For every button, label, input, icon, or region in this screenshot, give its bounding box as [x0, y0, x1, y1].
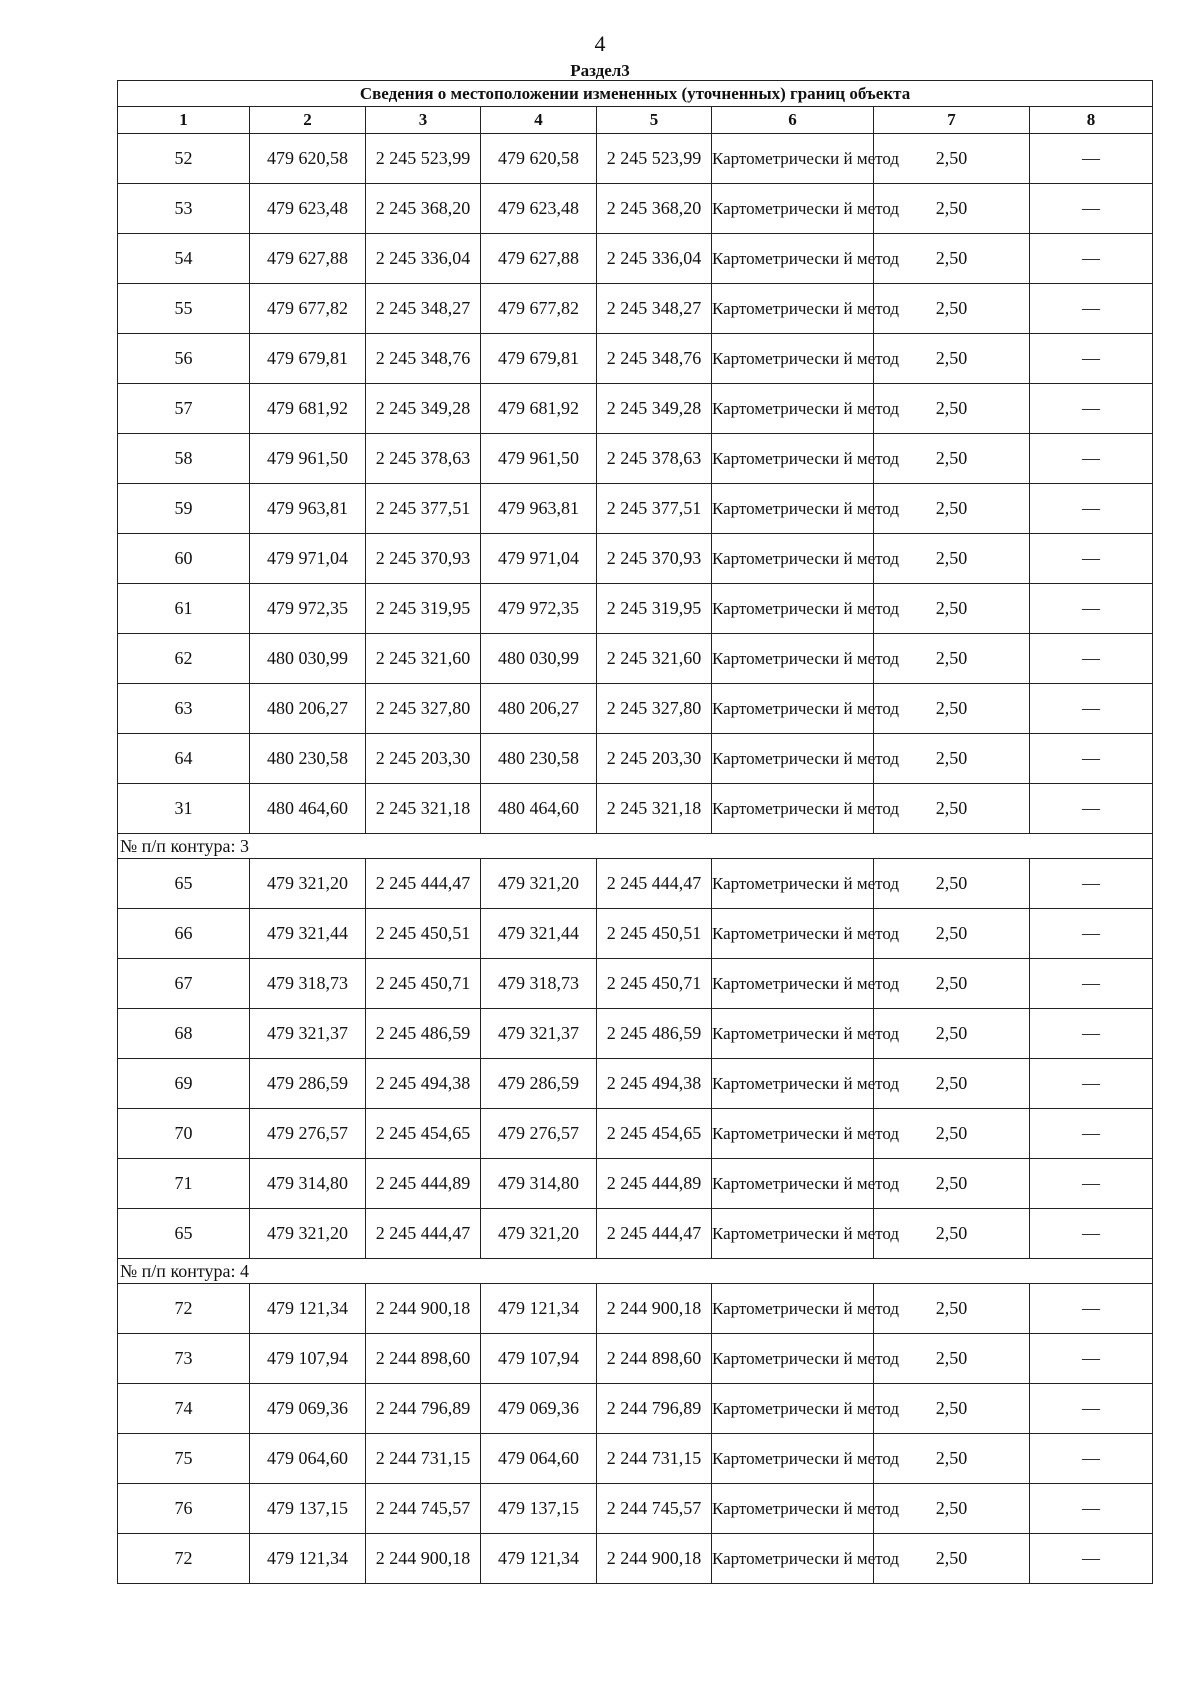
description-cell: —: [1030, 284, 1153, 334]
method-cell: Картометрически й метод: [712, 1334, 874, 1384]
point-number-cell: 52: [118, 134, 250, 184]
x-new-cell: 479 064,60: [481, 1434, 597, 1484]
method-cell: Картометрически й метод: [712, 134, 874, 184]
table-row: [118, 534, 1153, 584]
point-number-cell: 73: [118, 1334, 250, 1384]
description-cell: —: [1030, 434, 1153, 484]
column-header: 6: [712, 107, 874, 134]
table-title: Сведения о местоположении измененных (уточненных) границ объекта: [118, 81, 1153, 107]
y-old-cell: 2 245 321,18: [366, 784, 481, 834]
description-cell: —: [1030, 1484, 1153, 1534]
table-row: [118, 1534, 1153, 1584]
y-new-cell: 2 245 450,51: [597, 909, 712, 959]
y-new-cell: 2 245 368,20: [597, 184, 712, 234]
point-number-cell: 54: [118, 234, 250, 284]
method-cell: Картометрически й метод: [712, 534, 874, 584]
x-old-cell: 479 679,81: [250, 334, 366, 384]
page-number: 4: [594, 31, 606, 56]
method-cell: Картометрически й метод: [712, 1159, 874, 1209]
y-new-cell: 2 245 348,76: [597, 334, 712, 384]
description-cell: —: [1030, 1534, 1153, 1584]
point-number-cell: 68: [118, 1009, 250, 1059]
method-cell: Картометрически й метод: [712, 859, 874, 909]
x-new-cell: 479 627,88: [481, 234, 597, 284]
x-old-cell: 479 137,15: [250, 1484, 366, 1534]
column-header: 1: [118, 107, 250, 134]
accuracy-cell: 2,50: [874, 1484, 1030, 1534]
description-cell: —: [1030, 1384, 1153, 1434]
method-cell: Картометрически й метод: [712, 1284, 874, 1334]
x-new-cell: 479 314,80: [481, 1159, 597, 1209]
table-row: [118, 234, 1153, 284]
x-old-cell: 479 961,50: [250, 434, 366, 484]
table-row: [118, 334, 1153, 384]
x-new-cell: 479 321,37: [481, 1009, 597, 1059]
table-body: [118, 134, 1153, 1584]
y-new-cell: 2 244 900,18: [597, 1534, 712, 1584]
point-number-cell: 63: [118, 684, 250, 734]
accuracy-cell: 2,50: [874, 1284, 1030, 1334]
accuracy-cell: 2,50: [874, 534, 1030, 584]
y-new-cell: 2 245 377,51: [597, 484, 712, 534]
point-number-cell: 65: [118, 859, 250, 909]
x-new-cell: 479 318,73: [481, 959, 597, 1009]
table-row: [118, 484, 1153, 534]
y-old-cell: 2 245 319,95: [366, 584, 481, 634]
table-row: [118, 1284, 1153, 1334]
x-old-cell: 480 030,99: [250, 634, 366, 684]
y-old-cell: 2 245 348,27: [366, 284, 481, 334]
accuracy-cell: 2,50: [874, 1534, 1030, 1584]
point-number-cell: 56: [118, 334, 250, 384]
point-number-cell: 67: [118, 959, 250, 1009]
accuracy-cell: 2,50: [874, 134, 1030, 184]
accuracy-cell: 2,50: [874, 634, 1030, 684]
x-old-cell: 479 963,81: [250, 484, 366, 534]
y-old-cell: 2 244 898,60: [366, 1334, 481, 1384]
x-old-cell: 479 321,20: [250, 859, 366, 909]
accuracy-cell: 2,50: [874, 1209, 1030, 1259]
table-title-row: [118, 81, 1153, 107]
point-number-cell: 59: [118, 484, 250, 534]
contour-label: № п/п контура: 4: [118, 1259, 1153, 1284]
table-row: [118, 959, 1153, 1009]
description-cell: —: [1030, 234, 1153, 284]
y-new-cell: 2 245 203,30: [597, 734, 712, 784]
method-cell: Картометрически й метод: [712, 784, 874, 834]
table-row: [118, 434, 1153, 484]
contour-header-row: [118, 1259, 1153, 1284]
accuracy-cell: 2,50: [874, 384, 1030, 434]
x-new-cell: 479 961,50: [481, 434, 597, 484]
boundary-coordinates-table: [117, 80, 1153, 1584]
point-number-cell: 72: [118, 1534, 250, 1584]
point-number-cell: 60: [118, 534, 250, 584]
description-cell: —: [1030, 859, 1153, 909]
y-old-cell: 2 245 368,20: [366, 184, 481, 234]
y-old-cell: 2 245 444,47: [366, 859, 481, 909]
method-cell: Картометрически й метод: [712, 959, 874, 1009]
accuracy-cell: 2,50: [874, 784, 1030, 834]
table-row: [118, 909, 1153, 959]
accuracy-cell: 2,50: [874, 1434, 1030, 1484]
point-number-cell: 66: [118, 909, 250, 959]
description-cell: —: [1030, 1059, 1153, 1109]
y-new-cell: 2 245 444,89: [597, 1159, 712, 1209]
column-header-row: [118, 107, 1153, 134]
description-cell: —: [1030, 784, 1153, 834]
x-old-cell: 479 321,44: [250, 909, 366, 959]
y-old-cell: 2 245 444,89: [366, 1159, 481, 1209]
description-cell: —: [1030, 584, 1153, 634]
point-number-cell: 72: [118, 1284, 250, 1334]
accuracy-cell: 2,50: [874, 1384, 1030, 1434]
x-new-cell: 479 121,34: [481, 1534, 597, 1584]
table-row: [118, 859, 1153, 909]
y-new-cell: 2 245 486,59: [597, 1009, 712, 1059]
table-row: [118, 184, 1153, 234]
y-old-cell: 2 245 349,28: [366, 384, 481, 434]
x-old-cell: 479 107,94: [250, 1334, 366, 1384]
column-header: 7: [874, 107, 1030, 134]
x-old-cell: 479 276,57: [250, 1109, 366, 1159]
point-number-cell: 74: [118, 1384, 250, 1434]
x-old-cell: 479 620,58: [250, 134, 366, 184]
y-new-cell: 2 244 900,18: [597, 1284, 712, 1334]
x-old-cell: 479 321,37: [250, 1009, 366, 1059]
y-old-cell: 2 245 377,51: [366, 484, 481, 534]
table-row: [118, 1109, 1153, 1159]
description-cell: —: [1030, 959, 1153, 1009]
method-cell: Картометрически й метод: [712, 734, 874, 784]
x-new-cell: 479 679,81: [481, 334, 597, 384]
table-row: [118, 1009, 1153, 1059]
method-cell: Картометрически й метод: [712, 909, 874, 959]
x-new-cell: 479 137,15: [481, 1484, 597, 1534]
x-old-cell: 479 627,88: [250, 234, 366, 284]
column-header: 2: [250, 107, 366, 134]
y-new-cell: 2 244 796,89: [597, 1384, 712, 1434]
method-cell: Картометрически й метод: [712, 484, 874, 534]
x-new-cell: 480 030,99: [481, 634, 597, 684]
accuracy-cell: 2,50: [874, 1159, 1030, 1209]
y-new-cell: 2 245 450,71: [597, 959, 712, 1009]
table-row: [118, 1334, 1153, 1384]
accuracy-cell: 2,50: [874, 909, 1030, 959]
table-row: [118, 384, 1153, 434]
y-new-cell: 2 245 336,04: [597, 234, 712, 284]
method-cell: Картометрически й метод: [712, 634, 874, 684]
method-cell: Картометрически й метод: [712, 1109, 874, 1159]
x-old-cell: 480 230,58: [250, 734, 366, 784]
column-header: 5: [597, 107, 712, 134]
y-old-cell: 2 245 523,99: [366, 134, 481, 184]
description-cell: —: [1030, 909, 1153, 959]
y-new-cell: 2 244 745,57: [597, 1484, 712, 1534]
description-cell: —: [1030, 184, 1153, 234]
y-new-cell: 2 245 454,65: [597, 1109, 712, 1159]
x-old-cell: 479 971,04: [250, 534, 366, 584]
x-new-cell: 479 971,04: [481, 534, 597, 584]
accuracy-cell: 2,50: [874, 734, 1030, 784]
point-number-cell: 62: [118, 634, 250, 684]
x-new-cell: 479 620,58: [481, 134, 597, 184]
x-new-cell: 479 276,57: [481, 1109, 597, 1159]
point-number-cell: 61: [118, 584, 250, 634]
x-old-cell: 479 121,34: [250, 1284, 366, 1334]
y-new-cell: 2 245 327,80: [597, 684, 712, 734]
point-number-cell: 57: [118, 384, 250, 434]
x-old-cell: 480 464,60: [250, 784, 366, 834]
y-new-cell: 2 245 349,28: [597, 384, 712, 434]
x-old-cell: 479 321,20: [250, 1209, 366, 1259]
y-old-cell: 2 245 321,60: [366, 634, 481, 684]
method-cell: Картометрически й метод: [712, 334, 874, 384]
x-new-cell: 479 321,20: [481, 859, 597, 909]
point-number-cell: 58: [118, 434, 250, 484]
method-cell: Картометрически й метод: [712, 234, 874, 284]
y-new-cell: 2 245 319,95: [597, 584, 712, 634]
accuracy-cell: 2,50: [874, 484, 1030, 534]
y-old-cell: 2 244 731,15: [366, 1434, 481, 1484]
accuracy-cell: 2,50: [874, 234, 1030, 284]
y-old-cell: 2 245 450,51: [366, 909, 481, 959]
table-row: [118, 1159, 1153, 1209]
description-cell: —: [1030, 1159, 1153, 1209]
point-number-cell: 70: [118, 1109, 250, 1159]
x-old-cell: 479 064,60: [250, 1434, 366, 1484]
x-new-cell: 479 972,35: [481, 584, 597, 634]
y-old-cell: 2 245 370,93: [366, 534, 481, 584]
description-cell: —: [1030, 1434, 1153, 1484]
column-header: 3: [366, 107, 481, 134]
accuracy-cell: 2,50: [874, 1009, 1030, 1059]
table-row: [118, 784, 1153, 834]
x-new-cell: 479 677,82: [481, 284, 597, 334]
accuracy-cell: 2,50: [874, 434, 1030, 484]
y-old-cell: 2 244 900,18: [366, 1534, 481, 1584]
y-old-cell: 2 245 486,59: [366, 1009, 481, 1059]
accuracy-cell: 2,50: [874, 1109, 1030, 1159]
y-old-cell: 2 245 494,38: [366, 1059, 481, 1109]
y-new-cell: 2 245 444,47: [597, 859, 712, 909]
description-cell: —: [1030, 384, 1153, 434]
accuracy-cell: 2,50: [874, 1059, 1030, 1109]
description-cell: —: [1030, 634, 1153, 684]
accuracy-cell: 2,50: [874, 334, 1030, 384]
point-number-cell: 69: [118, 1059, 250, 1109]
y-new-cell: 2 244 898,60: [597, 1334, 712, 1384]
x-old-cell: 479 286,59: [250, 1059, 366, 1109]
description-cell: —: [1030, 484, 1153, 534]
accuracy-cell: 2,50: [874, 684, 1030, 734]
table-row: [118, 1209, 1153, 1259]
y-new-cell: 2 245 321,60: [597, 634, 712, 684]
point-number-cell: 55: [118, 284, 250, 334]
x-new-cell: 479 681,92: [481, 384, 597, 434]
table-row: [118, 684, 1153, 734]
table-row: [118, 284, 1153, 334]
description-cell: —: [1030, 334, 1153, 384]
table-row: [118, 584, 1153, 634]
section-title: Раздел3: [570, 61, 630, 80]
x-new-cell: 479 963,81: [481, 484, 597, 534]
x-new-cell: 479 321,20: [481, 1209, 597, 1259]
method-cell: Картометрически й метод: [712, 1434, 874, 1484]
point-number-cell: 71: [118, 1159, 250, 1209]
x-old-cell: 479 972,35: [250, 584, 366, 634]
description-cell: —: [1030, 1334, 1153, 1384]
accuracy-cell: 2,50: [874, 184, 1030, 234]
y-old-cell: 2 245 327,80: [366, 684, 481, 734]
description-cell: —: [1030, 1284, 1153, 1334]
method-cell: Картометрически й метод: [712, 184, 874, 234]
y-old-cell: 2 245 444,47: [366, 1209, 481, 1259]
y-old-cell: 2 244 796,89: [366, 1384, 481, 1434]
y-old-cell: 2 245 454,65: [366, 1109, 481, 1159]
method-cell: Картометрически й метод: [712, 684, 874, 734]
description-cell: —: [1030, 684, 1153, 734]
y-old-cell: 2 245 336,04: [366, 234, 481, 284]
point-number-cell: 31: [118, 784, 250, 834]
x-old-cell: 479 623,48: [250, 184, 366, 234]
y-old-cell: 2 245 450,71: [366, 959, 481, 1009]
accuracy-cell: 2,50: [874, 584, 1030, 634]
method-cell: Картометрически й метод: [712, 1534, 874, 1584]
x-new-cell: 480 206,27: [481, 684, 597, 734]
column-header: 8: [1030, 107, 1153, 134]
y-old-cell: 2 244 745,57: [366, 1484, 481, 1534]
x-new-cell: 479 121,34: [481, 1284, 597, 1334]
y-old-cell: 2 245 378,63: [366, 434, 481, 484]
x-old-cell: 479 681,92: [250, 384, 366, 434]
x-old-cell: 479 314,80: [250, 1159, 366, 1209]
method-cell: Картометрически й метод: [712, 1384, 874, 1434]
y-new-cell: 2 245 444,47: [597, 1209, 712, 1259]
point-number-cell: 64: [118, 734, 250, 784]
x-new-cell: 479 069,36: [481, 1384, 597, 1434]
method-cell: Картометрически й метод: [712, 584, 874, 634]
x-old-cell: 480 206,27: [250, 684, 366, 734]
x-new-cell: 479 286,59: [481, 1059, 597, 1109]
table-row: [118, 1484, 1153, 1534]
description-cell: —: [1030, 1109, 1153, 1159]
x-old-cell: 479 318,73: [250, 959, 366, 1009]
contour-label: № п/п контура: 3: [118, 834, 1153, 859]
x-new-cell: 479 107,94: [481, 1334, 597, 1384]
method-cell: Картометрически й метод: [712, 1484, 874, 1534]
y-new-cell: 2 245 348,27: [597, 284, 712, 334]
point-number-cell: 65: [118, 1209, 250, 1259]
description-cell: —: [1030, 1009, 1153, 1059]
description-cell: —: [1030, 134, 1153, 184]
x-old-cell: 479 069,36: [250, 1384, 366, 1434]
x-old-cell: 479 677,82: [250, 284, 366, 334]
method-cell: Картометрически й метод: [712, 1209, 874, 1259]
table-row: [118, 1384, 1153, 1434]
y-new-cell: 2 245 370,93: [597, 534, 712, 584]
x-old-cell: 479 121,34: [250, 1534, 366, 1584]
table-row: [118, 134, 1153, 184]
y-old-cell: 2 245 203,30: [366, 734, 481, 784]
x-new-cell: 480 230,58: [481, 734, 597, 784]
description-cell: —: [1030, 534, 1153, 584]
description-cell: —: [1030, 734, 1153, 784]
x-new-cell: 479 623,48: [481, 184, 597, 234]
y-new-cell: 2 245 321,18: [597, 784, 712, 834]
table-row: [118, 634, 1153, 684]
point-number-cell: 53: [118, 184, 250, 234]
description-cell: —: [1030, 1209, 1153, 1259]
point-number-cell: 76: [118, 1484, 250, 1534]
x-new-cell: 479 321,44: [481, 909, 597, 959]
y-new-cell: 2 244 731,15: [597, 1434, 712, 1484]
accuracy-cell: 2,50: [874, 284, 1030, 334]
method-cell: Картометрически й метод: [712, 1009, 874, 1059]
method-cell: Картометрически й метод: [712, 284, 874, 334]
method-cell: Картометрически й метод: [712, 384, 874, 434]
method-cell: Картометрически й метод: [712, 1059, 874, 1109]
x-new-cell: 480 464,60: [481, 784, 597, 834]
y-new-cell: 2 245 378,63: [597, 434, 712, 484]
accuracy-cell: 2,50: [874, 959, 1030, 1009]
accuracy-cell: 2,50: [874, 1334, 1030, 1384]
table-row: [118, 1059, 1153, 1109]
accuracy-cell: 2,50: [874, 859, 1030, 909]
contour-header-row: [118, 834, 1153, 859]
y-old-cell: 2 244 900,18: [366, 1284, 481, 1334]
point-number-cell: 75: [118, 1434, 250, 1484]
y-new-cell: 2 245 523,99: [597, 134, 712, 184]
method-cell: Картометрически й метод: [712, 434, 874, 484]
y-new-cell: 2 245 494,38: [597, 1059, 712, 1109]
y-old-cell: 2 245 348,76: [366, 334, 481, 384]
table-row: [118, 734, 1153, 784]
column-header: 4: [481, 107, 597, 134]
table-row: [118, 1434, 1153, 1484]
